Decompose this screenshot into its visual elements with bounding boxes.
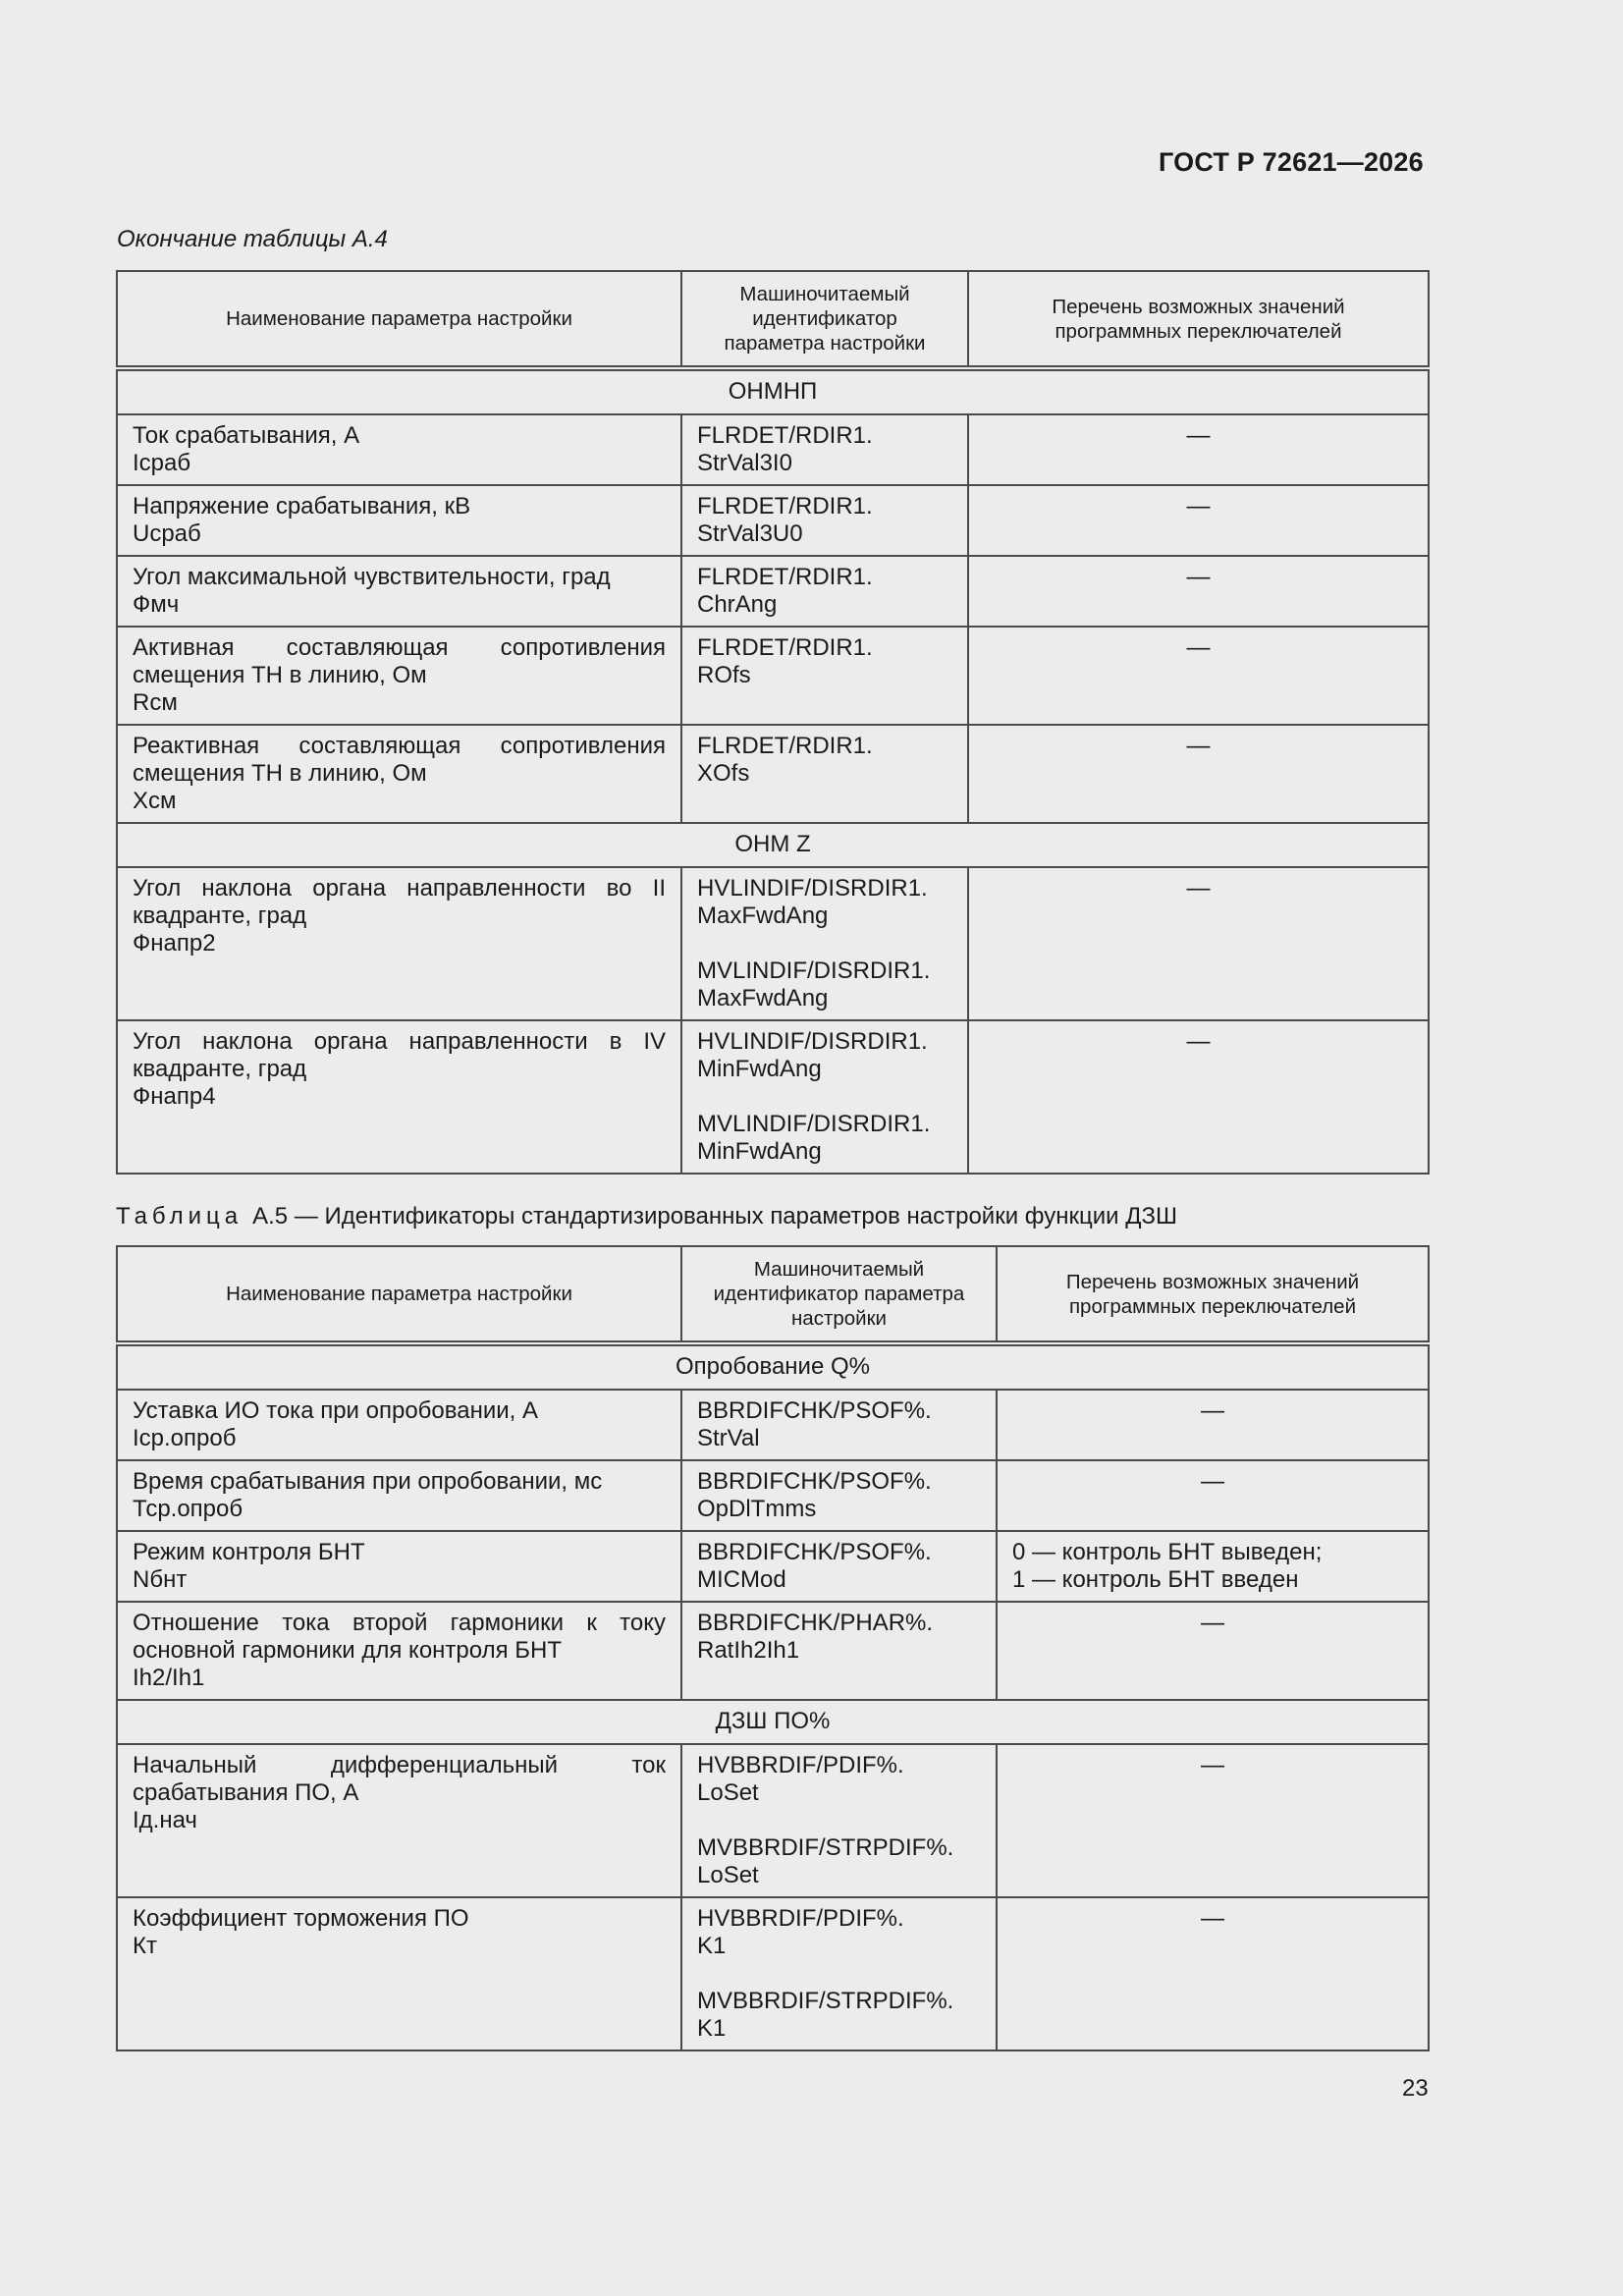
table-row <box>117 1897 1429 2050</box>
column-header-name: Наименование параметра настройки <box>117 271 681 368</box>
parameter-name-cell <box>117 485 681 556</box>
column-header-identifier: Машиночитаемый идентификатор параметра настройки <box>681 271 968 368</box>
parameter-name-cell <box>117 1390 681 1460</box>
column-header-values: Перечень возможных значений программных переключателей <box>968 271 1429 368</box>
identifier-line: StrVal3U0 <box>697 520 803 547</box>
value-line: 1 — контроль БНТ введен <box>1012 1566 1299 1593</box>
identifier-cell <box>681 1390 997 1460</box>
parameter-name-cell <box>117 725 681 823</box>
identifier-line: MVBBRDIF/STRPDIF%. <box>697 1988 954 2014</box>
parameter-name: Угол наклона органа направленности в IV квадранте, град <box>133 1028 666 1082</box>
values-cell <box>997 1531 1429 1602</box>
table-header-row <box>117 271 1429 368</box>
table-row <box>117 1531 1429 1602</box>
identifier-cell <box>681 1602 997 1700</box>
values-cell: — <box>968 725 1429 823</box>
identifier-line: HVLINDIF/DISRDIR1. <box>697 875 928 902</box>
identifier-line: FLRDET/RDIR1. <box>697 493 873 519</box>
identifier-line: ChrAng <box>697 591 778 618</box>
standard-code: ГОСТ Р 72621—2026 <box>1159 147 1424 177</box>
page-number: 23 <box>1402 2075 1429 2102</box>
parameter-name: Режим контроля БНТ <box>133 1539 365 1565</box>
parameter-name-cell <box>117 1897 681 2050</box>
parameter-name-cell <box>117 1020 681 1174</box>
table-row <box>117 1460 1429 1531</box>
table-a5-caption <box>116 1203 1177 1230</box>
parameter-name: Отношение тока второй гармоники к току основной гармоники для контроля БНТ <box>133 1610 666 1664</box>
identifier-line: BBRDIFCHK/PSOF%. <box>697 1397 932 1424</box>
table-row <box>117 1020 1429 1174</box>
identifier-line: MaxFwdAng <box>697 902 829 929</box>
identifier-line: StrVal <box>697 1425 760 1451</box>
parameter-symbol: Xсм <box>133 788 177 814</box>
table-a5 <box>116 1245 1430 2051</box>
identifier-line: MinFwdAng <box>697 1138 822 1165</box>
identifier-line: MaxFwdAng <box>697 985 829 1011</box>
identifier-line: FLRDET/RDIR1. <box>697 634 873 661</box>
identifier-line: MVLINDIF/DISRDIR1. <box>697 957 931 984</box>
section-row <box>117 1700 1429 1744</box>
identifier-line: FLRDET/RDIR1. <box>697 733 873 759</box>
identifier-cell <box>681 725 968 823</box>
section-row <box>117 823 1429 867</box>
table-row <box>117 485 1429 556</box>
values-cell: — <box>968 627 1429 725</box>
table-a5-caption-prefix: Таблица <box>116 1203 243 1230</box>
parameter-name: Угол наклона органа направленности во II квадранте, град <box>133 875 666 929</box>
identifier-cell <box>681 1460 997 1531</box>
parameter-symbol: Фмч <box>133 591 180 618</box>
identifier-line: K1 <box>697 1933 727 1959</box>
identifier-spacer <box>697 1807 981 1834</box>
parameter-name-cell <box>117 867 681 1020</box>
section-title: ОНМНП <box>117 368 1429 414</box>
section-title: Опробование Q% <box>117 1343 1429 1390</box>
values-cell: — <box>968 867 1429 1020</box>
parameter-name: Ток срабатывания, А <box>133 422 360 449</box>
identifier-line: FLRDET/RDIR1. <box>697 564 873 590</box>
values-cell: — <box>968 556 1429 627</box>
identifier-line: RatIh2Ih1 <box>697 1637 800 1664</box>
table-row <box>117 1744 1429 1897</box>
identifier-line: K1 <box>697 2015 727 2042</box>
identifier-cell <box>681 1897 997 2050</box>
parameter-name-cell <box>117 1744 681 1897</box>
identifier-cell <box>681 1744 997 1897</box>
identifier-line: ROfs <box>697 662 751 688</box>
value-line: 0 — контроль БНТ выведен; <box>1012 1539 1323 1565</box>
parameter-name-cell <box>117 414 681 485</box>
table-a4 <box>116 270 1430 1175</box>
parameter-name: Активная составляющая сопротивления смещения ТН в линию, Ом <box>133 634 666 688</box>
parameter-name: Время срабатывания при опробовании, мс <box>133 1468 603 1495</box>
identifier-line: MinFwdAng <box>697 1056 822 1082</box>
parameter-name-cell <box>117 627 681 725</box>
table-row <box>117 414 1429 485</box>
column-header-values: Перечень возможных значений программных переключателей <box>997 1246 1429 1343</box>
identifier-spacer <box>697 1960 981 1988</box>
table-row <box>117 1390 1429 1460</box>
parameter-symbol: Iсраб <box>133 450 191 476</box>
identifier-line: LoSet <box>697 1862 759 1888</box>
section-row <box>117 1343 1429 1390</box>
identifier-line: MICMod <box>697 1566 786 1593</box>
parameter-symbol: Rсм <box>133 689 178 716</box>
identifier-line: LoSet <box>697 1779 759 1806</box>
table-row <box>117 725 1429 823</box>
section-title: ДЗШ ПО% <box>117 1700 1429 1744</box>
section-row <box>117 368 1429 414</box>
identifier-cell <box>681 556 968 627</box>
parameter-name: Угол максимальной чувствительности, град <box>133 564 611 590</box>
identifier-line: StrVal3I0 <box>697 450 792 476</box>
table-row <box>117 867 1429 1020</box>
parameter-name: Уставка ИО тока при опробовании, А <box>133 1397 538 1424</box>
identifier-spacer <box>697 1083 952 1111</box>
parameter-name: Напряжение срабатывания, кВ <box>133 493 471 519</box>
identifier-cell <box>681 1531 997 1602</box>
values-cell: — <box>997 1460 1429 1531</box>
values-cell: — <box>997 1744 1429 1897</box>
values-cell: — <box>997 1602 1429 1700</box>
identifier-line: FLRDET/RDIR1. <box>697 422 873 449</box>
parameter-symbol: Iд.нач <box>133 1807 197 1833</box>
identifier-line: XOfs <box>697 760 750 787</box>
identifier-line: HVBBRDIF/PDIF%. <box>697 1905 904 1932</box>
table-a4-caption: Окончание таблицы А.4 <box>117 226 388 252</box>
identifier-line: MVBBRDIF/STRPDIF%. <box>697 1834 954 1861</box>
table-row <box>117 627 1429 725</box>
values-cell: — <box>968 485 1429 556</box>
table-a5-caption-text: А.5 — Идентификаторы стандартизированных параметров настройки функции ДЗШ <box>252 1203 1177 1230</box>
identifier-line: BBRDIFCHK/PHAR%. <box>697 1610 934 1636</box>
identifier-cell <box>681 1020 968 1174</box>
table-header-row <box>117 1246 1429 1343</box>
parameter-name-cell <box>117 1531 681 1602</box>
table-row <box>117 556 1429 627</box>
identifier-cell <box>681 867 968 1020</box>
section-title: ОНМ Z <box>117 823 1429 867</box>
parameter-symbol: Фнапр2 <box>133 930 216 957</box>
parameter-name-cell <box>117 1602 681 1700</box>
identifier-line: HVBBRDIF/PDIF%. <box>697 1752 904 1778</box>
parameter-symbol: Кт <box>133 1933 157 1959</box>
parameter-name: Реактивная составляющая сопротивления смещения ТН в линию, Ом <box>133 733 666 787</box>
identifier-line: BBRDIFCHK/PSOF%. <box>697 1539 932 1565</box>
parameter-symbol: Iср.опроб <box>133 1425 237 1451</box>
parameter-name-cell <box>117 1460 681 1531</box>
table-row <box>117 1602 1429 1700</box>
parameter-symbol: Ih2/Ih1 <box>133 1665 205 1691</box>
parameter-symbol: Фнапр4 <box>133 1083 216 1110</box>
values-cell: — <box>997 1897 1429 2050</box>
identifier-line: MVLINDIF/DISRDIR1. <box>697 1111 931 1137</box>
parameter-name: Коэффициент торможения ПО <box>133 1905 469 1932</box>
identifier-cell <box>681 485 968 556</box>
identifier-line: HVLINDIF/DISRDIR1. <box>697 1028 928 1055</box>
identifier-spacer <box>697 930 952 957</box>
column-header-name: Наименование параметра настройки <box>117 1246 681 1343</box>
identifier-cell <box>681 627 968 725</box>
parameter-name-cell <box>117 556 681 627</box>
identifier-cell <box>681 414 968 485</box>
values-cell: — <box>968 414 1429 485</box>
identifier-line: OpDlTmms <box>697 1496 817 1522</box>
values-cell: — <box>997 1390 1429 1460</box>
parameter-name: Начальный дифференциальный ток срабатывания ПО, А <box>133 1752 666 1806</box>
parameter-symbol: Тср.опроб <box>133 1496 243 1522</box>
parameter-symbol: Uсраб <box>133 520 201 547</box>
parameter-symbol: Nбнт <box>133 1566 188 1593</box>
identifier-line: BBRDIFCHK/PSOF%. <box>697 1468 932 1495</box>
values-cell: — <box>968 1020 1429 1174</box>
column-header-identifier: Машиночитаемый идентификатор параметра настройки <box>681 1246 997 1343</box>
